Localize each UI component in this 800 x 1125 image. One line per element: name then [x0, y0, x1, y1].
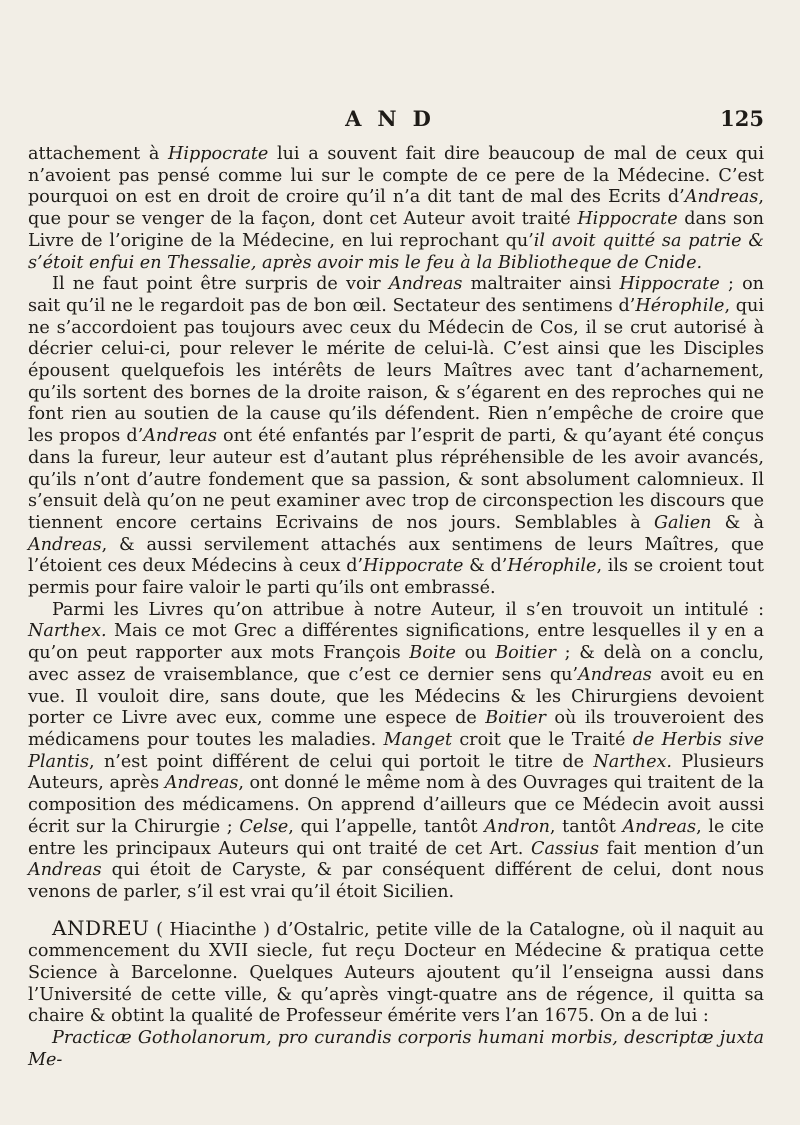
paragraph-narthex: Parmi les Livres qu’on attribue à notre Auteur, il s’en trouvoit un intitulé : Narthex. Mais ce mot Grec a différentes significations, entre lesquelles il y en a qu’on peut rapporter aux mots François Boite ou Boitier ; & delà on a conclu, avec assez de vraisemblance, que c’est ce dernier sens qu’Andreas avoit eu en vue. Il vouloit dire, sans doute, que les Médecins & les Chirurgiens devoient porter ce Livre avec eux, comme une espece de Boitier où ils trouveroient des médicamens pour toutes les maladies. Manget croit que le Traité de Herbis sive Plantis, n’est point différent de celui qui portoit le titre de Narthex. Plusieurs Auteurs, après Andreas, ont donné le même nom à des Ouvrages qui traitent de la composition des médicamens. On apprend d’ailleurs que ce Médecin avoit aussi écrit sur la Chirurgie ; Celse, qui l’appelle, tantôt Andron, tantôt Andreas, le cite entre les principaux Auteurs qui ont traité de cet Art. Cassius fait mention d’un Andreas qui étoit de Caryste, & par conséquent différent de celui, dont nous venons de parler, s’il est vrai qu’il étoit Sicilien. [28, 599, 765, 902]
entry-andreu [28, 915, 764, 1029]
paragraph-practicae-title: Practicæ Gotholanorum, pro curandis corporis humani morbis, descriptæ juxta Me- [28, 1028, 764, 1070]
paragraph-hippocrate-critique: attachement à Hippocrate lui a souvent fait dire beaucoup de mal de ceux qui n’avoient pas pensé comme lui sur le compte de ce pere de la Médecine. C’est pourquoi on est en droit de croire qu’il n’a dit tant de mal des Ecrits d’Andreas, que pour se venger de la façon, dont cet Auteur avoit traité Hippocrate dans son Livre de l’origine de la Médecine, en lui reprochant qu’il avoit quitté sa patrie & s’étoit enfui en Thessalie, après avoir mis le feu à la Bibliotheque de Cnide. [28, 144, 765, 273]
body-text [28, 144, 764, 1072]
page-header [28, 106, 764, 136]
paragraph-andreas-herophile: Il ne faut point être surpris de voir Andreas maltraiter ainsi Hippocrate ; on sait qu’il ne le regardoit pas de bon œil. Sectateur des sentimens d’Hérophile, qui ne s’accordoient pas toujours avec ceux du Médecin de Cos, il se crut autorisé à décrier celui-ci, pour relever le mérite de celui-là. C’est ainsi que les Disciples épousent quelquefois les intérêts de leurs Maîtres avec tant d’acharnement, qu’ils sortent des bornes de la droite raison, & s’égarent en des reproches qui ne font rien au soutien de la cause qu’ils défendent. Rien n’empêche de croire que les propos d’Andreas ont été enfantés par l’esprit de parti, & qu’ayant été conçus dans la fureur, leur auteur est d’autant plus répréhensible de les avoir avancés, qu’ils n’ont d’autre fondement que sa passion, & sont absolument calomnieux. Il s’ensuit delà qu’on ne peut examiner avec trop de circonspection les discours que tiennent encore certains Ecrivains de nos jours. Semblables à Galien & à Andreas, & aussi servilement attachés aux sentimens de leurs Maîtres, que l’étoient ces deux Médecins à ceux d’Hippocrate & d’Hérophile, ils se croient tout permis pour faire valoir le parti qu’ils ont embrassé. [28, 274, 765, 599]
running-head: AND [345, 106, 447, 131]
entry-andreu-text: ( Hiacinthe ) d’Ostalric, petite ville de la Catalogne, où il naquit au commencement du XVII siecle, fut reçu Docteur en Médecine & pratiqua cette Science à Barcelonne. Quelques Auteurs ajoutent qu’il l’enseigna aussi dans l’Université de cette ville, & qu’après vingt-quatre ans de régence, il quitta sa chaire & obtint la qualité de Professeur émérite vers l’an 1675. On a de lui : [28, 919, 764, 1027]
headword-andreu: ANDREU [52, 915, 150, 940]
page-number: 125 [720, 106, 764, 131]
